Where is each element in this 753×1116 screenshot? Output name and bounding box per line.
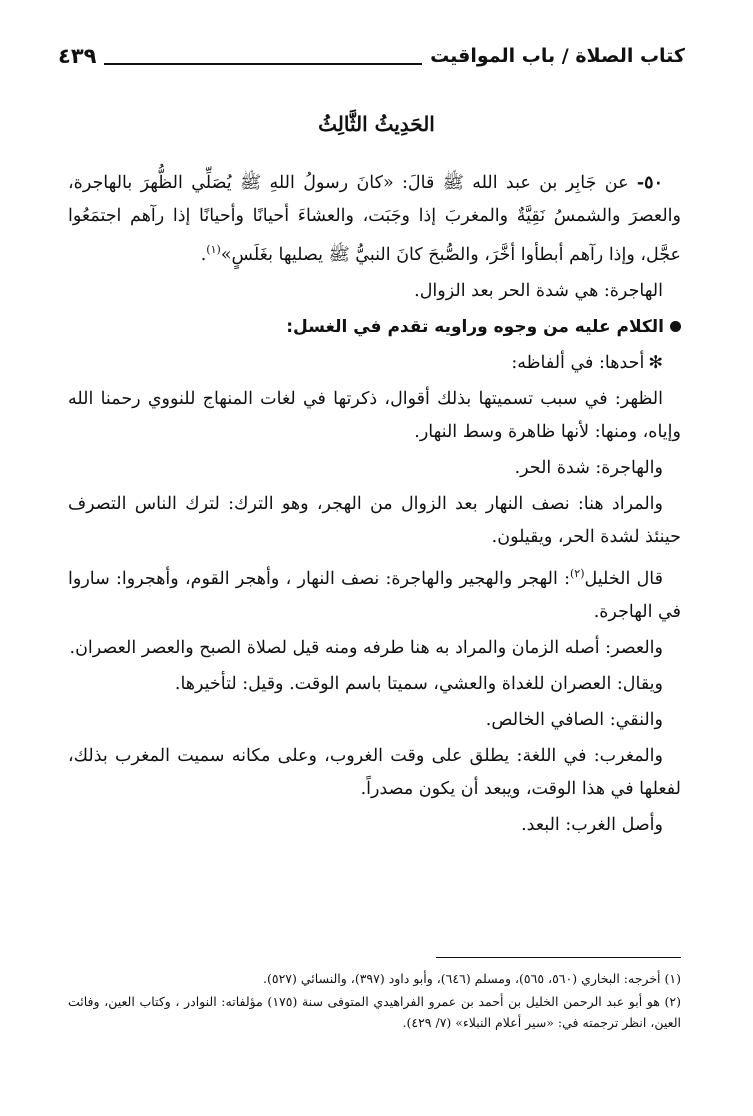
footnote-separator (436, 957, 681, 958)
first-aspect-text: أحدها: في ألفاظه: (511, 352, 645, 373)
khalil-text-a: قال الخليل (584, 568, 663, 589)
paragraph-zuhr: الظهر: في سبب تسميتها بذلك أقوال، ذكرتها في لغات المنهاج للنووي رحمنا الله وإياه، ومنها: لأنها ظاهرة وسط النهار. (68, 388, 681, 442)
paragraph-asr: والعصر: أصله الزمان والمراد به هنا طرفه ومنه قيل لصلاة الصبح والعصر العصران. (69, 637, 663, 658)
page-number: ٤٣٩ (58, 44, 97, 68)
footnote-ref-1: (١) (206, 243, 221, 256)
footnote-2: (٢) هو أبو عبد الرحمن الخليل بن أحمد بن عمرو الفراهيدي المتوفى سنة (١٧٥) مؤلفاته: النوادر ، وكتاب العين، وفائت العين، انظر ترجمته في: «سير أعلام النبلاء» (٧/ ٤٢٩). (68, 994, 681, 1030)
hadith-number: ٥٠- (636, 173, 663, 193)
paragraph-hajira-def: الهاجرة: هي شدة الحر بعد الزوال. (414, 280, 663, 301)
paragraph-naqi: والنقي: الصافي الخالص. (485, 709, 663, 730)
main-text (68, 167, 681, 845)
khalil-text-b: : الهجر والهجير والهاجرة: نصف النهار ، وأهجر القوم، وأهجروا: ساروا في الهاجرة. (68, 568, 681, 622)
paragraph-hajira: والهاجرة: شدة الحر. (514, 457, 663, 478)
paragraph-maghrib: والمغرب: في اللغة: يطلق على وقت الغروب، وعلى مكانه سميت المغرب بذلك، لفعلها في هذا الوقت، ويبعد أن يكون مصدراً. (68, 745, 681, 799)
header-rule (104, 63, 422, 65)
paragraph-murad: والمراد هنا: نصف النهار بعد الزوال من الهجر، وهو الترك: لترك الناس التصرف حينئذ لشدة الحر، ويقيلون. (68, 493, 681, 547)
paragraph-khalil (68, 557, 681, 629)
subhead-text: الكلام عليه من وجوه وراويه تقدم في الغسل: (286, 316, 664, 337)
footnotes (68, 968, 681, 1035)
hadith-text: عن جَابِر بن عبد الله ﷺ قالَ: «كانَ رسولُ اللهِ ﷺ يُصَلِّي الظُّهرَ بالهاجرة، والعصرَ والشمسُ نَقِيَّةٌ والمغربَ إذا وجَبَت، والعشاءَ أحيانًا وأحيانًا إذا رآهم اجتمَعُوا عجَّل، وإذا رآهم أبطأوا أخَّرَ، والصُّبحَ كانَ النبيُّ ﷺ يصليها بغَلَسٍ» (68, 173, 681, 265)
asterisk-icon: ✻ (648, 352, 663, 373)
footnote-1: (١) أخرجه: البخاري (٥٦٠، ٥٦٥)، ومسلم (٦٤٦)، وأبو داود (٣٩٧)، والنسائي (٥٢٧). (263, 971, 681, 986)
subhead (68, 311, 681, 344)
section-title: الحَدِيثُ الثَّالِثُ (318, 112, 435, 136)
hadith-paragraph (68, 167, 681, 272)
hadith-end: . (200, 244, 207, 265)
bullet-icon (670, 321, 681, 332)
paragraph-yuqal: ويقال: العصران للغداة والعشي، سميتا باسم الوقت. وقيل: لتأخيرها. (174, 673, 663, 694)
chapter-title: كتاب الصلاة / باب المواقيت (430, 45, 685, 67)
running-header (58, 40, 685, 72)
paragraph-asl: وأصل الغرب: البعد. (521, 814, 663, 835)
first-aspect (68, 347, 681, 380)
footnote-ref-2: (٢) (569, 566, 585, 580)
